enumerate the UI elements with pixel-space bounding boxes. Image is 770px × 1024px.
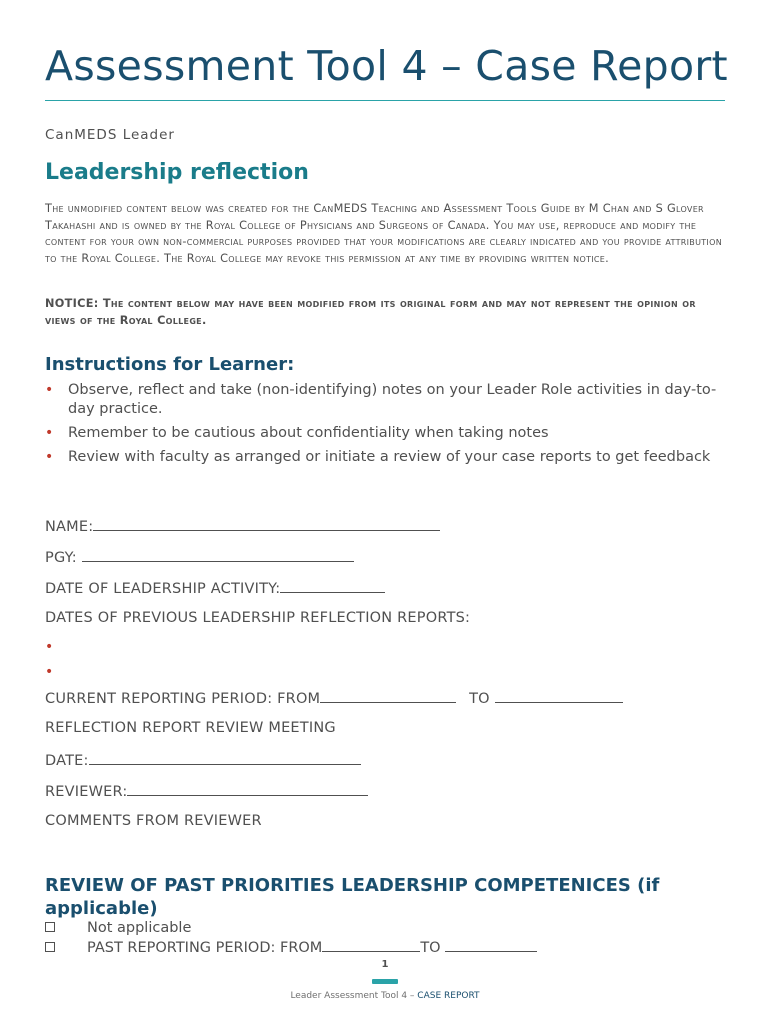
bullet-icon: • bbox=[45, 448, 54, 465]
reviewer-field bbox=[45, 782, 368, 800]
activity-date-input-line[interactable] bbox=[280, 579, 385, 593]
past-period-to-label: TO bbox=[420, 940, 446, 956]
instruction-item bbox=[45, 381, 735, 418]
footer-text: Leader Assessment Tool 4 – bbox=[290, 991, 418, 1001]
current-period-to-label: TO bbox=[469, 691, 495, 707]
current-period-to-line[interactable] bbox=[495, 689, 623, 703]
activity-date-label: DATE OF LEADERSHIP ACTIVITY: bbox=[45, 581, 281, 597]
page-number-bar bbox=[372, 979, 398, 984]
instruction-text: Observe, reflect and take (non-identifying) notes on your Leader Role activities in day-to-day practice. bbox=[68, 382, 717, 417]
past-period-to-line[interactable] bbox=[445, 938, 537, 952]
activity-date-field bbox=[45, 579, 385, 597]
instruction-item bbox=[45, 424, 735, 443]
title-divider bbox=[45, 100, 725, 101]
footer-accent-text: CASE REPORT bbox=[417, 991, 480, 1001]
reviewer-input-line[interactable] bbox=[127, 782, 368, 796]
instruction-text: Review with faculty as arranged or initiate a review of your case reports to get feedback bbox=[68, 448, 711, 465]
current-period-field bbox=[45, 689, 623, 707]
date-label: DATE: bbox=[45, 753, 89, 769]
document-title: Assessment Tool 4 – Case Report bbox=[45, 42, 728, 90]
section-heading: Leadership reflection bbox=[45, 160, 309, 185]
current-period-from-line[interactable] bbox=[320, 689, 456, 703]
instructions-heading: Instructions for Learner: bbox=[45, 354, 295, 375]
option-label: PAST REPORTING PERIOD: FROM bbox=[87, 940, 323, 956]
date-input-line[interactable] bbox=[89, 751, 361, 765]
modification-notice: NOTICE: The content below may have been modified from its original form and may not represent the opinion or views of the Royal College. bbox=[45, 297, 696, 327]
checkbox-not-applicable[interactable] bbox=[45, 922, 55, 932]
page-number: 1 bbox=[381, 959, 389, 970]
option-not-applicable bbox=[45, 920, 191, 936]
instruction-text: Remember to be cautious about confidentiality when taking notes bbox=[68, 424, 549, 441]
review-meeting-label: REFLECTION REPORT REVIEW MEETING bbox=[45, 720, 336, 736]
bullet-icon: • bbox=[45, 424, 54, 441]
option-past-period bbox=[45, 938, 537, 956]
bullet-icon: • bbox=[45, 382, 54, 398]
option-label: Not applicable bbox=[87, 920, 192, 936]
bullet-icon: • bbox=[45, 639, 54, 655]
copyright-disclaimer: The unmodified content below was created for the CanMEDS Teaching and Assessment Tools Guide by M Chan and S Glover Takahashi and is owned by the Royal College of Physicians and Surgeons of Canada. You may use, reproduce and modify the content for your own non-commercial purposes provided that your modifications are clearly indicated and you provide attribution to the Royal College. The Royal College may revoke this permission at any time by providing written notice. bbox=[45, 202, 722, 266]
date-field bbox=[45, 751, 361, 769]
name-label: NAME: bbox=[45, 519, 94, 535]
current-period-label: CURRENT REPORTING PERIOD: FROM bbox=[45, 691, 321, 707]
checkbox-past-period[interactable] bbox=[45, 942, 55, 952]
pgy-label: PGY: bbox=[45, 550, 82, 566]
pgy-input-line[interactable] bbox=[82, 548, 354, 562]
page-footer bbox=[0, 991, 770, 1001]
previous-reports-label: DATES OF PREVIOUS LEADERSHIP REFLECTION REPORTS: bbox=[45, 610, 471, 626]
pgy-field bbox=[45, 548, 354, 566]
document-subtitle: CanMEDS Leader bbox=[45, 127, 175, 143]
instructions-list bbox=[45, 381, 735, 472]
reviewer-label: REVIEWER: bbox=[45, 784, 128, 800]
comments-label: COMMENTS FROM REVIEWER bbox=[45, 813, 262, 829]
bullet-icon: • bbox=[45, 664, 54, 680]
instruction-item bbox=[45, 448, 735, 467]
past-period-from-line[interactable] bbox=[322, 938, 420, 952]
name-input-line[interactable] bbox=[93, 517, 440, 531]
name-field bbox=[45, 517, 440, 535]
review-heading: REVIEW OF PAST PRIORITIES LEADERSHIP COMPETENICES (if applicable) bbox=[45, 875, 660, 919]
